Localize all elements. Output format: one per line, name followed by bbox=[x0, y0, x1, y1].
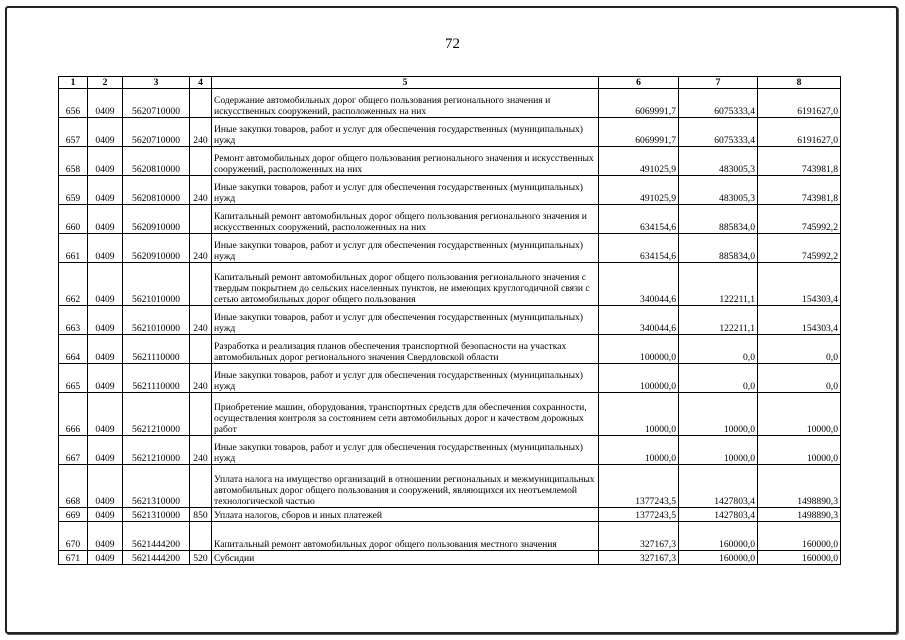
item-name: Иные закупки товаров, работ и услуг для обеспечения государственных (муниципальных) нужд bbox=[212, 436, 599, 465]
header-cell: 3 bbox=[123, 77, 190, 89]
amount-col-6: 634154,6 bbox=[599, 205, 679, 234]
table-row bbox=[59, 263, 841, 306]
table-row bbox=[59, 551, 841, 565]
amount-col-7: 10000,0 bbox=[679, 436, 758, 465]
target-article-code: 5621010000 bbox=[123, 306, 190, 335]
section-code: 0409 bbox=[88, 551, 123, 565]
item-name: Капитальный ремонт автомобильных дорог общего пользования регионального значения с твердым покрытием до сельских населенных пунктов, не имеющих круглогодичной связи с сетью автомобильных дорог общего пользования bbox=[212, 263, 599, 306]
amount-col-7: 1427803,4 bbox=[679, 508, 758, 522]
budget-table bbox=[58, 76, 841, 565]
amount-col-8: 1498890,3 bbox=[758, 508, 841, 522]
target-article-code: 5620910000 bbox=[123, 205, 190, 234]
section-code: 0409 bbox=[88, 364, 123, 393]
header-cell: 6 bbox=[599, 77, 679, 89]
expense-type-code: 240 bbox=[190, 306, 212, 335]
row-number: 661 bbox=[59, 234, 88, 263]
amount-col-7: 483005,3 bbox=[679, 176, 758, 205]
section-code: 0409 bbox=[88, 176, 123, 205]
amount-col-6: 6069991,7 bbox=[599, 118, 679, 147]
section-code: 0409 bbox=[88, 465, 123, 508]
target-article-code: 5620710000 bbox=[123, 118, 190, 147]
row-number: 664 bbox=[59, 335, 88, 364]
amount-col-6: 491025,9 bbox=[599, 176, 679, 205]
row-number: 665 bbox=[59, 364, 88, 393]
table-row bbox=[59, 335, 841, 364]
amount-col-8: 745992,2 bbox=[758, 234, 841, 263]
item-name: Приобретение машин, оборудования, транспортных средств для обеспечения сохранности, осуществления контроля за состоянием сети автомобильных дорог и качеством дорожных работ bbox=[212, 393, 599, 436]
item-name: Иные закупки товаров, работ и услуг для обеспечения государственных (муниципальных) нужд bbox=[212, 306, 599, 335]
table-row bbox=[59, 522, 841, 551]
amount-col-6: 100000,0 bbox=[599, 364, 679, 393]
table-row bbox=[59, 176, 841, 205]
expense-type-code: 240 bbox=[190, 118, 212, 147]
amount-col-7: 885834,0 bbox=[679, 234, 758, 263]
amount-col-8: 154303,4 bbox=[758, 306, 841, 335]
amount-col-6: 327167,3 bbox=[599, 522, 679, 551]
row-number: 660 bbox=[59, 205, 88, 234]
row-number: 667 bbox=[59, 436, 88, 465]
amount-col-7: 885834,0 bbox=[679, 205, 758, 234]
section-code: 0409 bbox=[88, 306, 123, 335]
target-article-code: 5621110000 bbox=[123, 335, 190, 364]
amount-col-7: 483005,3 bbox=[679, 147, 758, 176]
section-code: 0409 bbox=[88, 147, 123, 176]
expense-type-code: 240 bbox=[190, 436, 212, 465]
amount-col-8: 743981,8 bbox=[758, 176, 841, 205]
item-name: Капитальный ремонт автомобильных дорог общего пользования местного значения bbox=[212, 522, 599, 551]
amount-col-7: 160000,0 bbox=[679, 522, 758, 551]
item-name: Разработка и реализация планов обеспечения транспортной безопасности на участках автомобильных дорог регионального значения Свердловской области bbox=[212, 335, 599, 364]
table-row bbox=[59, 364, 841, 393]
amount-col-6: 1377243,5 bbox=[599, 508, 679, 522]
expense-type-code bbox=[190, 465, 212, 508]
header-row bbox=[59, 77, 841, 89]
header-cell: 1 bbox=[59, 77, 88, 89]
expense-type-code bbox=[190, 205, 212, 234]
header-cell: 2 bbox=[88, 77, 123, 89]
amount-col-7: 0,0 bbox=[679, 335, 758, 364]
amount-col-6: 100000,0 bbox=[599, 335, 679, 364]
amount-col-8: 154303,4 bbox=[758, 263, 841, 306]
amount-col-7: 160000,0 bbox=[679, 551, 758, 565]
amount-col-6: 10000,0 bbox=[599, 393, 679, 436]
target-article-code: 5620810000 bbox=[123, 176, 190, 205]
expense-type-code: 850 bbox=[190, 508, 212, 522]
amount-col-8: 10000,0 bbox=[758, 436, 841, 465]
target-article-code: 5621110000 bbox=[123, 364, 190, 393]
amount-col-7: 1427803,4 bbox=[679, 465, 758, 508]
amount-col-7: 0,0 bbox=[679, 364, 758, 393]
row-number: 671 bbox=[59, 551, 88, 565]
amount-col-7: 6075333,4 bbox=[679, 118, 758, 147]
row-number: 657 bbox=[59, 118, 88, 147]
target-article-code: 5621444200 bbox=[123, 522, 190, 551]
item-name: Капитальный ремонт автомобильных дорог общего пользования регионального значения и искусственных сооружений, расположенных на них bbox=[212, 205, 599, 234]
amount-col-7: 122211,1 bbox=[679, 306, 758, 335]
amount-col-8: 6191627,0 bbox=[758, 118, 841, 147]
section-code: 0409 bbox=[88, 522, 123, 551]
amount-col-6: 340044,6 bbox=[599, 306, 679, 335]
item-name: Уплата налогов, сборов и иных платежей bbox=[212, 508, 599, 522]
expense-type-code bbox=[190, 263, 212, 306]
amount-col-6: 491025,9 bbox=[599, 147, 679, 176]
row-number: 658 bbox=[59, 147, 88, 176]
section-code: 0409 bbox=[88, 335, 123, 364]
amount-col-7: 10000,0 bbox=[679, 393, 758, 436]
target-article-code: 5620910000 bbox=[123, 234, 190, 263]
expense-type-code: 240 bbox=[190, 176, 212, 205]
header-cell: 5 bbox=[212, 77, 599, 89]
section-code: 0409 bbox=[88, 89, 123, 118]
table-row bbox=[59, 118, 841, 147]
header-cell: 8 bbox=[758, 77, 841, 89]
target-article-code: 5620810000 bbox=[123, 147, 190, 176]
row-number: 669 bbox=[59, 508, 88, 522]
item-name: Иные закупки товаров, работ и услуг для обеспечения государственных (муниципальных) нужд bbox=[212, 234, 599, 263]
table-row bbox=[59, 393, 841, 436]
amount-col-6: 10000,0 bbox=[599, 436, 679, 465]
amount-col-8: 6191627,0 bbox=[758, 89, 841, 118]
expense-type-code: 520 bbox=[190, 551, 212, 565]
amount-col-6: 634154,6 bbox=[599, 234, 679, 263]
page-number: 72 bbox=[445, 36, 460, 52]
amount-col-8: 745992,2 bbox=[758, 205, 841, 234]
header-cell: 4 bbox=[190, 77, 212, 89]
amount-col-6: 327167,3 bbox=[599, 551, 679, 565]
section-code: 0409 bbox=[88, 508, 123, 522]
expense-type-code: 240 bbox=[190, 234, 212, 263]
expense-type-code bbox=[190, 89, 212, 118]
table-row bbox=[59, 89, 841, 118]
target-article-code: 5621210000 bbox=[123, 436, 190, 465]
target-article-code: 5621310000 bbox=[123, 465, 190, 508]
section-code: 0409 bbox=[88, 118, 123, 147]
section-code: 0409 bbox=[88, 436, 123, 465]
amount-col-8: 743981,8 bbox=[758, 147, 841, 176]
item-name: Уплата налога на имущество организаций в отношении региональных и межмуниципальных автомобильных дорог общего пользования и сооружений, являющихся их неотъемлемой технологической частью bbox=[212, 465, 599, 508]
target-article-code: 5620710000 bbox=[123, 89, 190, 118]
item-name: Содержание автомобильных дорог общего пользования регионального значения и искусственных сооружений, расположенных на них bbox=[212, 89, 599, 118]
table-row bbox=[59, 147, 841, 176]
target-article-code: 5621310000 bbox=[123, 508, 190, 522]
amount-col-7: 6075333,4 bbox=[679, 89, 758, 118]
row-number: 662 bbox=[59, 263, 88, 306]
row-number: 659 bbox=[59, 176, 88, 205]
table-row bbox=[59, 234, 841, 263]
target-article-code: 5621010000 bbox=[123, 263, 190, 306]
target-article-code: 5621210000 bbox=[123, 393, 190, 436]
section-code: 0409 bbox=[88, 393, 123, 436]
expense-type-code bbox=[190, 335, 212, 364]
header-cell: 7 bbox=[679, 77, 758, 89]
section-code: 0409 bbox=[88, 263, 123, 306]
table-row bbox=[59, 306, 841, 335]
amount-col-6: 340044,6 bbox=[599, 263, 679, 306]
amount-col-8: 160000,0 bbox=[758, 551, 841, 565]
item-name: Субсидии bbox=[212, 551, 599, 565]
item-name: Ремонт автомобильных дорог общего пользования регионального значения и искусственных сооружений, расположенных на них bbox=[212, 147, 599, 176]
table-row bbox=[59, 205, 841, 234]
table-row bbox=[59, 508, 841, 522]
amount-col-8: 160000,0 bbox=[758, 522, 841, 551]
item-name: Иные закупки товаров, работ и услуг для обеспечения государственных (муниципальных) нужд bbox=[212, 118, 599, 147]
amount-col-6: 6069991,7 bbox=[599, 89, 679, 118]
expense-type-code bbox=[190, 147, 212, 176]
table-row bbox=[59, 436, 841, 465]
row-number: 656 bbox=[59, 89, 88, 118]
expense-type-code: 240 bbox=[190, 364, 212, 393]
row-number: 663 bbox=[59, 306, 88, 335]
amount-col-8: 0,0 bbox=[758, 364, 841, 393]
row-number: 668 bbox=[59, 465, 88, 508]
expense-type-code bbox=[190, 393, 212, 436]
section-code: 0409 bbox=[88, 205, 123, 234]
row-number: 666 bbox=[59, 393, 88, 436]
section-code: 0409 bbox=[88, 234, 123, 263]
item-name: Иные закупки товаров, работ и услуг для обеспечения государственных (муниципальных) нужд bbox=[212, 176, 599, 205]
row-number: 670 bbox=[59, 522, 88, 551]
expense-type-code bbox=[190, 522, 212, 551]
table-row bbox=[59, 465, 841, 508]
amount-col-8: 1498890,3 bbox=[758, 465, 841, 508]
amount-col-6: 1377243,5 bbox=[599, 465, 679, 508]
target-article-code: 5621444200 bbox=[123, 551, 190, 565]
item-name: Иные закупки товаров, работ и услуг для обеспечения государственных (муниципальных) нужд bbox=[212, 364, 599, 393]
amount-col-8: 10000,0 bbox=[758, 393, 841, 436]
amount-col-7: 122211,1 bbox=[679, 263, 758, 306]
amount-col-8: 0,0 bbox=[758, 335, 841, 364]
